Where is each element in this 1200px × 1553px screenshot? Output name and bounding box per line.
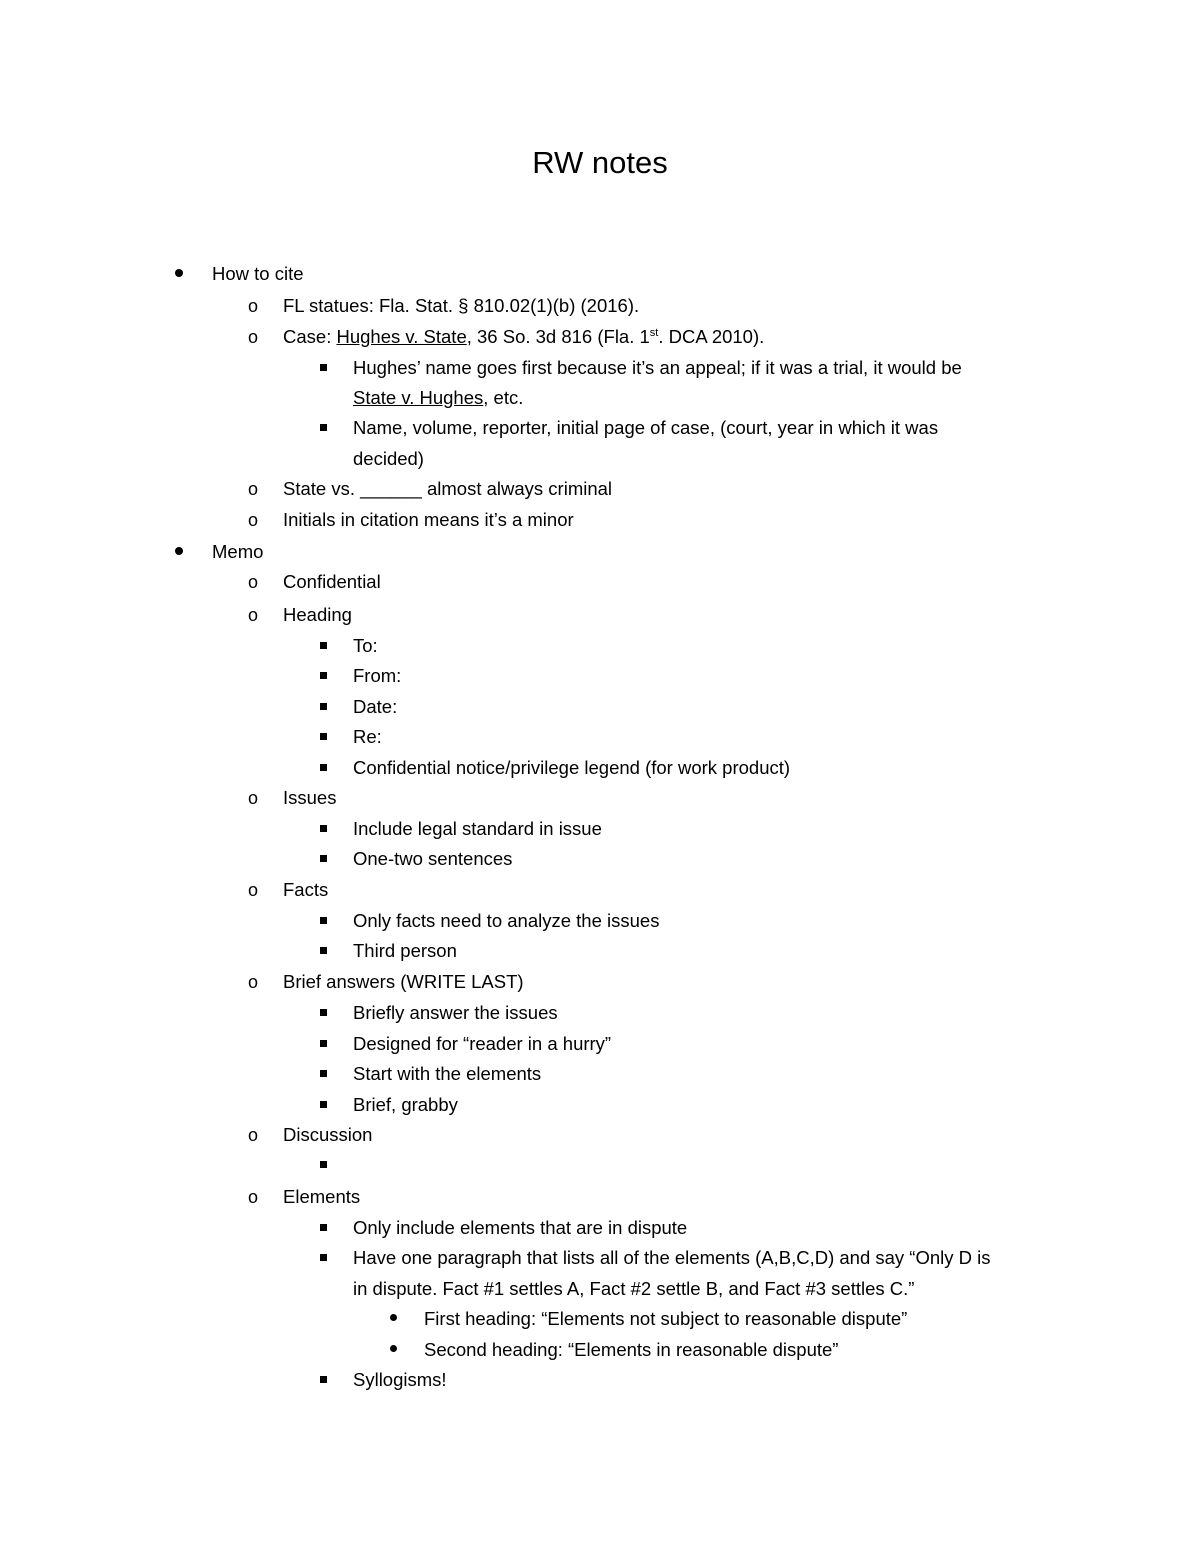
- bullet-square-icon: [320, 733, 327, 740]
- bullet-circle-icon: o: [248, 788, 259, 808]
- list-item-issues: Issues: [283, 787, 337, 808]
- bullet-square-icon: [320, 855, 327, 862]
- bullet-circle-icon: o: [248, 296, 259, 316]
- bullet-dot-icon: [175, 547, 183, 555]
- list-item-reader-in-hurry: Designed for “reader in a hurry”: [353, 1033, 612, 1054]
- case-superscript: st: [649, 326, 659, 339]
- bullet-circle-icon: o: [248, 1187, 259, 1207]
- bullet-square-icon: [320, 825, 327, 832]
- list-item-date: Date:: [353, 696, 398, 717]
- bullet-square-icon: [320, 642, 327, 649]
- bullet-dot-icon: [390, 1314, 397, 1321]
- state-v-hughes: State v. Hughes: [353, 387, 484, 408]
- list-item-confidential-notice: Confidential notice/privilege legend (for work product): [353, 757, 791, 778]
- bullet-square-icon: [320, 364, 327, 371]
- list-item-name-volume: Name, volume, reporter, initial page of case, (court, year in which it was: [353, 417, 939, 438]
- list-item-start-elements: Start with the elements: [353, 1063, 542, 1084]
- page-title: RW notes: [532, 145, 668, 180]
- bullet-square-icon: [320, 947, 327, 954]
- list-item-re: Re:: [353, 726, 382, 747]
- list-item-syllogisms: Syllogisms!: [353, 1369, 447, 1390]
- bullet-square-icon: [320, 1161, 327, 1168]
- list-item-case: [283, 325, 764, 349]
- list-item-brief-grabby: Brief, grabby: [353, 1094, 458, 1115]
- list-item-from: From:: [353, 665, 402, 686]
- list-item-elements: Elements: [283, 1186, 361, 1207]
- list-item-discussion: Discussion: [283, 1124, 373, 1145]
- bullet-square-icon: [320, 1040, 327, 1047]
- list-item-name-volume-continued: decided): [353, 448, 424, 469]
- list-item-second-heading: Second heading: “Elements in reasonable dispute”: [424, 1339, 839, 1360]
- bullet-square-icon: [320, 424, 327, 431]
- bullet-circle-icon: o: [248, 880, 259, 900]
- list-item-briefly-answer: Briefly answer the issues: [353, 1002, 558, 1023]
- bullet-circle-icon: o: [248, 1125, 259, 1145]
- bullet-circle-icon: o: [248, 572, 259, 592]
- bullet-square-icon: [320, 672, 327, 679]
- list-item-hughes-note: Hughes’ name goes first because it’s an appeal; if it was a trial, it would be: [353, 357, 962, 378]
- list-item-hughes-note-continued: [353, 386, 523, 410]
- bullet-circle-icon: o: [248, 510, 259, 530]
- list-item-memo: Memo: [212, 541, 264, 562]
- list-item-facts: Facts: [283, 879, 329, 900]
- list-item-confidential: Confidential: [283, 571, 381, 592]
- case-citation-end: . DCA 2010).: [658, 326, 765, 347]
- bullet-square-icon: [320, 703, 327, 710]
- list-item-one-paragraph-continued: in dispute. Fact #1 settles A, Fact #2 settle B, and Fact #3 settles C.”: [353, 1278, 915, 1299]
- bullet-square-icon: [320, 1254, 327, 1261]
- bullet-square-icon: [320, 1376, 327, 1383]
- list-item-brief-answers: Brief answers (WRITE LAST): [283, 971, 524, 992]
- list-item-one-two-sentences: One-two sentences: [353, 848, 513, 869]
- bullet-square-icon: [320, 1009, 327, 1016]
- hughes-note-tail: , etc.: [483, 387, 524, 408]
- list-item-one-paragraph: Have one paragraph that lists all of the elements (A,B,C,D) and say “Only D is: [353, 1247, 991, 1268]
- bullet-circle-icon: o: [248, 972, 259, 992]
- case-citation: , 36 So. 3d 816 (Fla. 1: [466, 326, 650, 347]
- list-item-first-heading: First heading: “Elements not subject to reasonable dispute”: [424, 1308, 908, 1329]
- case-name: Hughes v. State: [336, 326, 467, 347]
- list-item-fl-statutes: FL statues: Fla. Stat. § 810.02(1)(b) (2016).: [283, 295, 640, 316]
- bullet-circle-icon: o: [248, 605, 259, 625]
- bullet-square-icon: [320, 1070, 327, 1077]
- list-item-third-person: Third person: [353, 940, 457, 961]
- bullet-dot-icon: [175, 269, 183, 277]
- list-item-state-vs: State vs. ______ almost always criminal: [283, 478, 613, 499]
- list-item-to: To:: [353, 635, 378, 656]
- list-item-only-facts: Only facts need to analyze the issues: [353, 910, 660, 931]
- list-item-initials: Initials in citation means it’s a minor: [283, 509, 574, 530]
- bullet-square-icon: [320, 917, 327, 924]
- bullet-circle-icon: o: [248, 479, 259, 499]
- bullet-circle-icon: o: [248, 327, 259, 347]
- bullet-dot-icon: [390, 1345, 397, 1352]
- bullet-square-icon: [320, 1224, 327, 1231]
- bullet-square-icon: [320, 764, 327, 771]
- bullet-square-icon: [320, 1101, 327, 1108]
- list-item-legal-standard: Include legal standard in issue: [353, 818, 602, 839]
- case-prefix: Case:: [283, 326, 337, 347]
- list-item-only-include: Only include elements that are in dispute: [353, 1217, 688, 1238]
- list-item-how-to-cite: How to cite: [212, 263, 304, 284]
- list-item-heading: Heading: [283, 604, 352, 625]
